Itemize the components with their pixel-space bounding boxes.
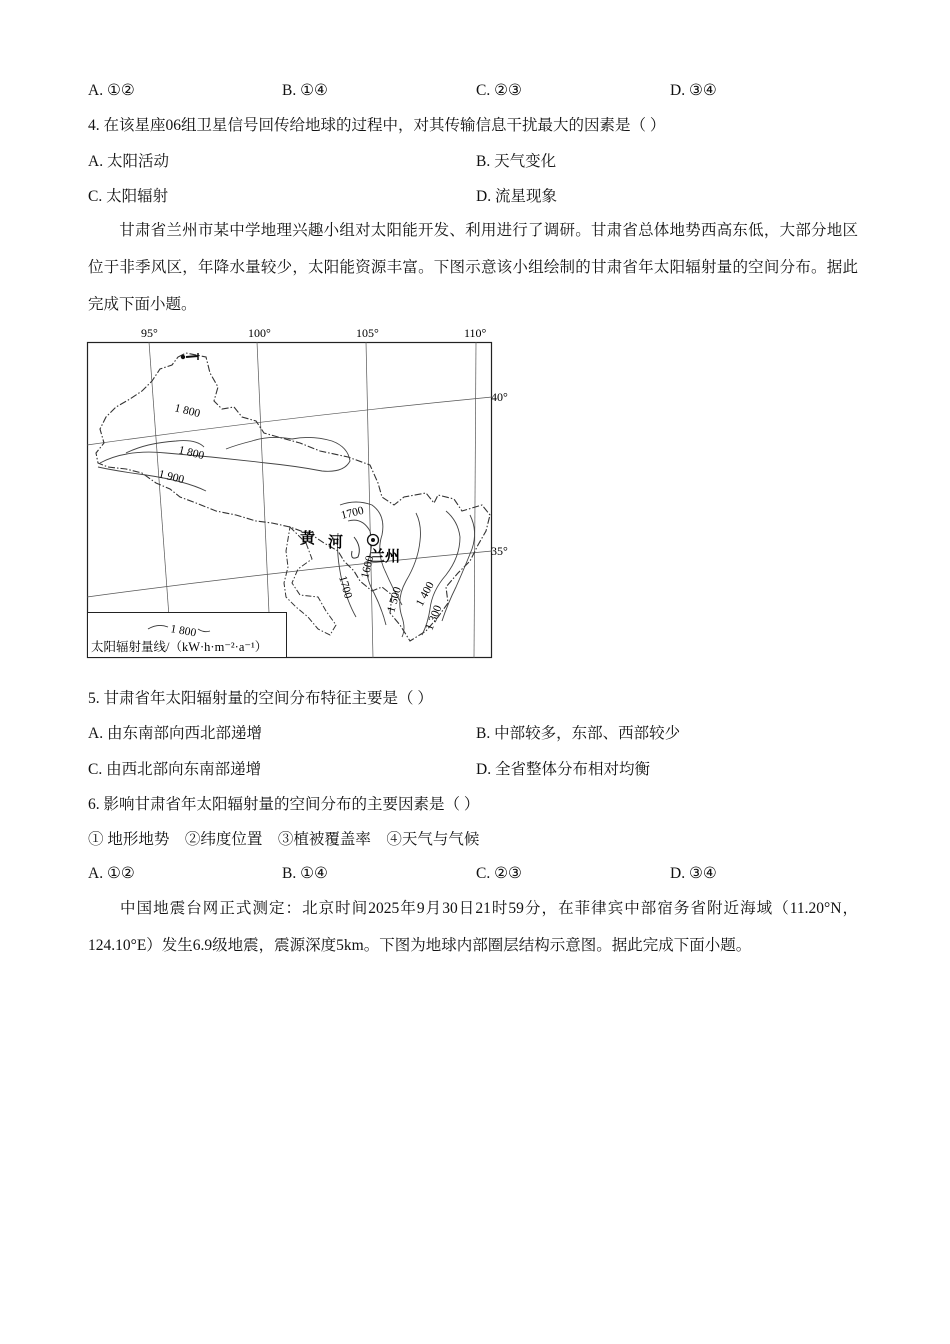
city-label-lanzhou: 兰州 [370, 549, 401, 565]
isoline-label-1300: 1 300 [423, 603, 445, 633]
lat-label-35: 35° [491, 544, 508, 558]
q4-option-d: D. 流星现象 [476, 188, 557, 205]
isoline-label-1400: 1 400 [414, 579, 437, 609]
q6-stem: 6. 影响甘肃省年太阳辐射量的空间分布的主要因素是（ ） [88, 796, 480, 813]
q6-option-d: D. ③④ [670, 865, 717, 882]
legend-isoline-sample: 1 800 [169, 623, 198, 640]
river-label-huang: 黄 [300, 531, 316, 547]
q3-option-c: C. ②③ [476, 82, 522, 99]
passage-solar [88, 212, 858, 323]
river-label-he: 河 [328, 535, 344, 551]
q4-option-a: A. 太阳活动 [88, 153, 169, 170]
gansu-solar-radiation-map [86, 325, 508, 661]
isoline-label-1700-south: 1700 [336, 574, 354, 600]
q3-option-b: B. ①④ [282, 82, 328, 99]
q5-option-a: A. 由东南部向西北部递增 [88, 725, 262, 742]
q4-option-c: C. 太阳辐射 [88, 188, 169, 205]
isoline-label-1900: 1 900 [157, 468, 186, 487]
q3-option-d: D. ③④ [670, 82, 717, 99]
isoline-label-1800-north: 1 800 [173, 402, 202, 421]
lat-label-40: 40° [491, 390, 508, 404]
q5-option-c: C. 由西北部向东南部递增 [88, 761, 262, 778]
q5-option-b: B. 中部较多，东部、西部较少 [476, 725, 681, 742]
q6-option-b: B. ①④ [282, 865, 328, 882]
isoline-label-1500: 1 500 [385, 585, 405, 614]
passage-earthquake [88, 890, 858, 964]
q5-option-d: D. 全省整体分布相对均衡 [476, 761, 650, 778]
q5-stem: 5. 甘肃省年太阳辐射量的空间分布特征主要是（ ） [88, 690, 433, 707]
lon-label-105: 105° [356, 326, 379, 340]
isoline-label-1800-west: 1 800 [177, 444, 206, 463]
lon-label-95: 95° [141, 326, 158, 340]
legend-label: 太阳辐射量线/（kW·h·m⁻²·a⁻¹） [91, 640, 268, 654]
lon-label-110: 110° [464, 326, 487, 340]
passage-solar-text: 甘肃省兰州市某中学地理兴趣小组对太阳能开发、利用进行了调研。甘肃省总体地势西高东低，大部分地区位于非季风区，年降水量较少，太阳能资源丰富。下图示意该小组绘制的甘肃省年太阳辐射量的空间分布。据此完成下面小题。 [88, 222, 858, 313]
q6-option-c: C. ②③ [476, 865, 522, 882]
isoline-label-1700-north: 1700 [339, 504, 366, 522]
q4-option-b: B. 天气变化 [476, 153, 557, 170]
lon-label-100: 100° [248, 326, 271, 340]
passage-earthquake-text: 中国地震台网正式测定：北京时间2025年9月30日21时59分，在菲律宾中部宿务省附近海域（11.20°N，124.10°E）发生6.9级地震，震源深度5km。下图为地球内部圈层结构示意图。据此完成下面小题。 [88, 900, 858, 954]
q6-factors: ① 地形地势 ②纬度位置 ③植被覆盖率 ④天气与气候 [88, 831, 480, 848]
isoline-label-1600: 1600 [359, 554, 377, 580]
q4-stem: 4. 在该星座06组卫星信号回传给地球的过程中，对其传输信息干扰最大的因素是（ ） [88, 117, 666, 134]
q6-option-a: A. ①② [88, 865, 135, 882]
q3-option-a: A. ①② [88, 82, 135, 99]
